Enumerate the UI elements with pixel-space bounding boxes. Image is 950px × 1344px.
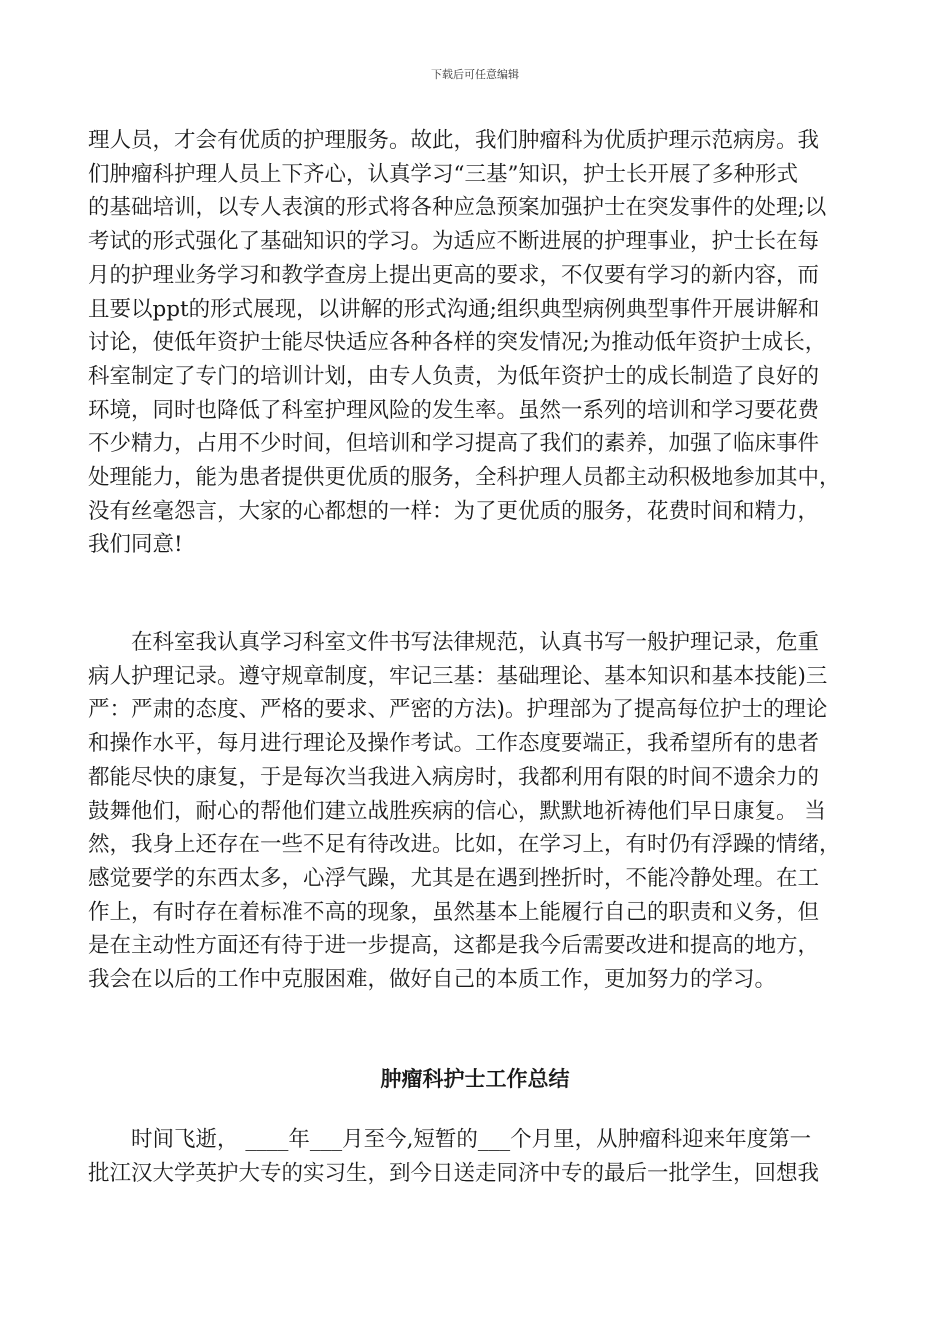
paragraph-3 [88, 1123, 858, 1190]
paragraph-line: 科室制定了专门的培训计划，由专人负责，为低年资护士的成长制造了良好的 [88, 363, 820, 389]
paragraph-line: 病人护理记录。遵守规章制度，牢记三基：基础理论、基本知识和基本技能)三 [88, 663, 828, 689]
paragraph-line: 月的护理业务学习和教学查房上提出更高的要求，不仅要有学习的新内容，而 [88, 262, 820, 288]
paragraph-line: 鼓舞他们，耐心的帮他们建立战胜疾病的信心，默默地祈祷他们早日康复。 当 [88, 798, 826, 824]
paragraph-line: 理人员，才会有优质的护理服务。故此，我们肿瘤科为优质护理示范病房。我 [88, 128, 820, 153]
paragraph-line: 在科室我认真学习科室文件书写法律规范，认真书写一般护理记录，危重 [131, 630, 820, 655]
paragraph-line: 时间飞逝， ____年___月至今,短暂的___个月里，从肿瘤科迎来年度第一 [131, 1127, 812, 1152]
paragraph-line: 环境，同时也降低了科室护理风险的发生率。虽然一系列的培训和学习要花费 [88, 397, 820, 423]
paragraph-line: 且要以ppt的形式展现，以讲解的形式沟通;组织典型病例典型事件开展讲解和 [88, 296, 820, 322]
paragraph-line: 感觉要学的东西太多，心浮气躁，尤其是在遇到挫折时，不能冷静处理。在工 [88, 865, 820, 891]
paragraph-line: 批江汉大学英护大专的实习生，到今日送走同济中专的最后一批学生，回想我 [88, 1160, 820, 1186]
paragraph-line: 不少精力，占用不少时间，但培训和学习提高了我们的素养，加强了临床事件 [88, 431, 820, 457]
paragraph-line: 没有丝毫怨言，大家的心都想的一样：为了更优质的服务，花费时间和精力， [88, 498, 820, 524]
paragraph-line: 严：严肃的态度、严格的要求、严密的方法)。护理部为了提高每位护士的理论 [88, 697, 828, 723]
paragraph-line: 和操作水平，每月进行理论及操作考试。工作态度要端正，我希望所有的患者 [88, 731, 820, 757]
paragraph-1 [88, 124, 858, 562]
page-header: 下载后可任意编辑 [431, 68, 519, 81]
paragraph-2 [88, 626, 858, 997]
paragraph-line: 作上，有时存在着标准不高的现象，虽然基本上能履行自己的职责和义务，但 [88, 899, 820, 925]
paragraph-line: 处理能力，能为患者提供更优质的服务，全科护理人员都主动积极地参加其中， [88, 465, 841, 491]
paragraph-line: 是在主动性方面还有待于进一步提高，这都是我今后需要改进和提高的地方， [88, 933, 820, 959]
paragraph-line: 我们同意! [88, 532, 183, 558]
paragraph-line: 然，我身上还存在一些不足有待改进。比如，在学习上，有时仍有浮躁的情绪， [88, 832, 841, 858]
paragraph-line: 我会在以后的工作中克服困难，做好自己的本质工作，更加努力的学习。 [88, 967, 777, 993]
paragraph-line: 的基础培训，以专人表演的形式将各种应急预案加强护士在突发事件的处理;以 [88, 195, 827, 221]
paragraph-line: 都能尽快的康复，于是每次当我进入病房时，我都利用有限的时间不遗余力的 [88, 764, 820, 790]
paragraph-line: 们肿瘤科护理人员上下齐心，认真学习“三基”知识，护士长开展了多种形式 [88, 161, 798, 187]
paragraph-line: 讨论，使低年资护士能尽快适应各种各样的突发情况;为推动低年资护士成长， [88, 330, 827, 356]
paragraph-line: 考试的形式强化了基础知识的学习。为适应不断进展的护理事业，护士长在每 [88, 229, 820, 255]
section-title: 肿瘤科护士工作总结 [380, 1067, 570, 1091]
